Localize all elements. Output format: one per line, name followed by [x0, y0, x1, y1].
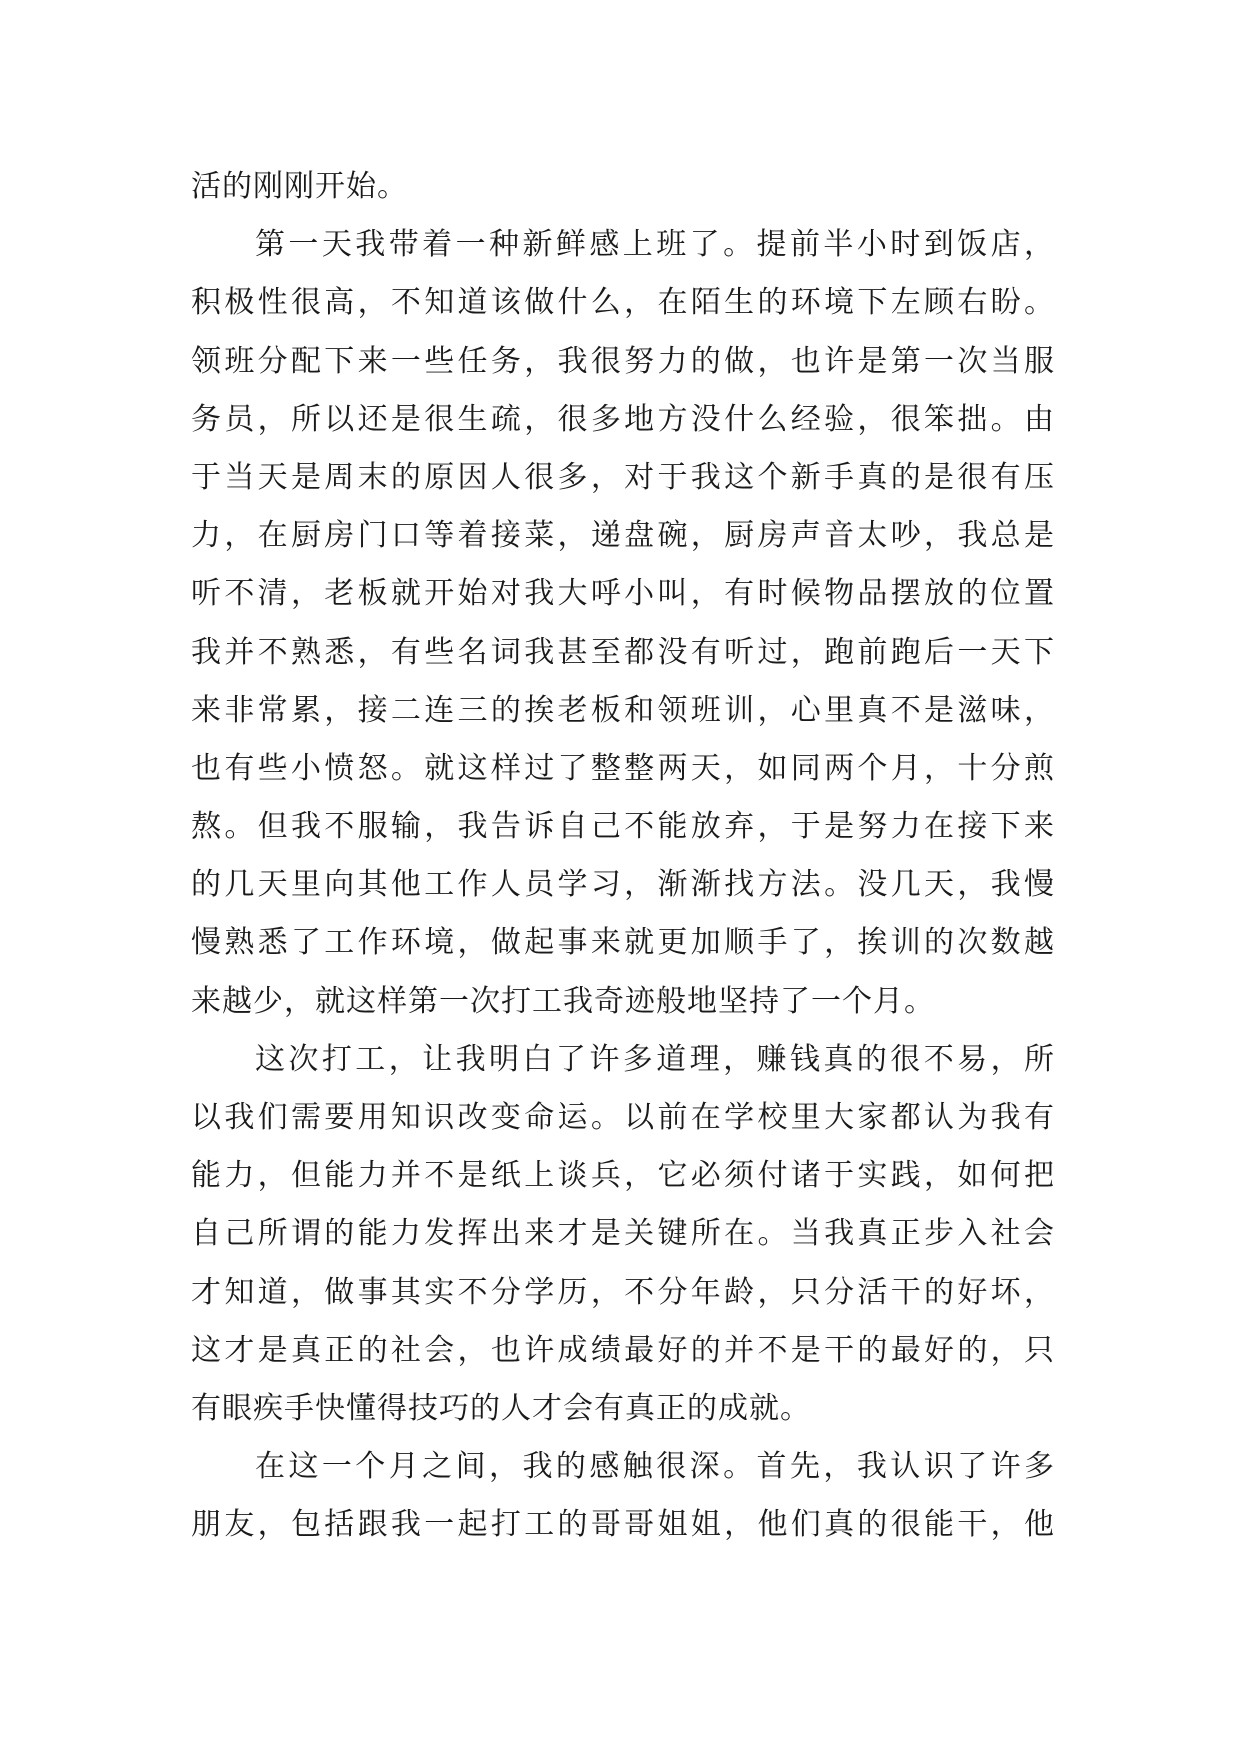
text-line: 有眼疾手快懂得技巧的人才会有真正的成就。: [191, 1390, 811, 1426]
text-line: 朋友，包括跟我一起打工的哥哥姐姐，他们真的很能干，他: [191, 1507, 1055, 1543]
text-line: 活的刚刚开始。: [191, 169, 408, 204]
text-line: 这才是真正的社会，也许成绩最好的并不是干的最好的，只: [191, 1332, 1055, 1368]
text-line: 来非常累，接二连三的挨老板和领班训，心里真不是滋味，: [191, 692, 1055, 728]
text-line: 第一天我带着一种新鲜感上班了。提前半小时到饭店，: [255, 227, 1055, 263]
document-body: [191, 158, 1055, 1555]
text-line: 务员，所以还是很生疏，很多地方没什么经验，很笨拙。由: [191, 401, 1055, 437]
text-line: 以我们需要用知识改变命运。以前在学校里大家都认为我有: [191, 1100, 1055, 1135]
text-line: 能力，但能力并不是纸上谈兵，它必须付诸于实践，如何把: [191, 1158, 1055, 1194]
text-line: 的几天里向其他工作人员学习，渐渐找方法。没几天，我慢: [191, 867, 1055, 903]
text-line: 领班分配下来一些任务，我很努力的做，也许是第一次当服: [191, 343, 1055, 379]
text-line: 自己所谓的能力发挥出来才是关键所在。当我真正步入社会: [191, 1216, 1055, 1252]
text-line: 在这一个月之间，我的感触很深。首先，我认识了许多: [255, 1449, 1055, 1485]
text-line: 熬。但我不服输，我告诉自己不能放弃，于是努力在接下来: [191, 809, 1055, 845]
text-line: 这次打工，让我明白了许多道理，赚钱真的很不易，所: [255, 1041, 1055, 1077]
text-line: 才知道，做事其实不分学历，不分年龄，只分活干的好坏，: [191, 1274, 1055, 1310]
text-line: 听不清，老板就开始对我大呼小叫，有时候物品摆放的位置: [191, 576, 1055, 612]
text-line: 我并不熟悉，有些名词我甚至都没有听过，跑前跑后一天下: [191, 634, 1055, 670]
text-line: 于当天是周末的原因人很多，对于我这个新手真的是很有压: [191, 459, 1055, 495]
text-line: 力，在厨房门口等着接菜，递盘碗，厨房声音太吵，我总是: [191, 518, 1055, 554]
text-line: 也有些小愤怒。就这样过了整整两天，如同两个月，十分煎: [191, 750, 1055, 786]
text-line: 积极性很高，不知道该做什么，在陌生的环境下左顾右盼。: [191, 285, 1055, 321]
text-line: 慢熟悉了工作环境，做起事来就更加顺手了，挨训的次数越: [191, 925, 1055, 961]
text-line: 来越少，就这样第一次打工我奇迹般地坚持了一个月。: [191, 983, 935, 1019]
